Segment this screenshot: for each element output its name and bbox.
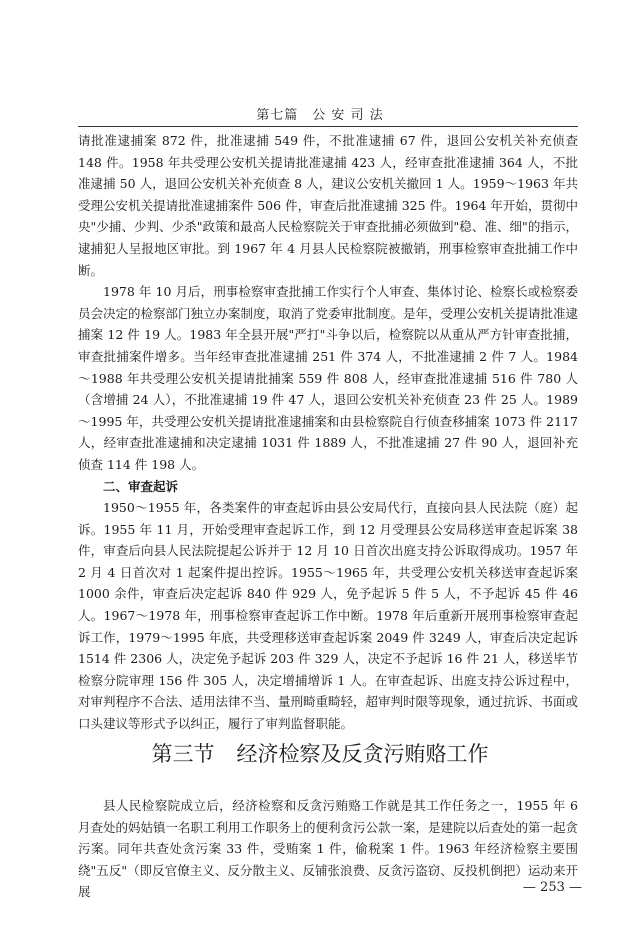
paragraph-continued: 请批准逮捕案 872 件，批准逮捕 549 件，不批准逮捕 67 件，退回公安机关补充侦查 148 件。1958 年共受理公安机关提请批准逮捕 423 人，经审查批准逮捕 364 人，不批准逮捕 50 人，退回公安机关补充侦查 8 人，建议公安机关撤回 1 人。1959～1963 年共受理公安机关提请批准逮捕案件 506 件，审查后批准逮捕 325 件。1964 年开始，贯彻中央"少捕、少判、少杀"政策和最高人民检察院关于审查批捕必须做到"稳、准、细"的指示，逮捕犯人呈报地区审批。到 1967 年 4 月县人民检察院被撤销，刑事检察审查批捕工作中断。 <box>78 133 578 278</box>
page-number: — 253 — <box>522 880 582 895</box>
paragraph-prosecution: 1950～1955 年，各类案件的审查起诉由县公安局代行，直接向县人民法院（庭）起诉。1955 年 11 月，开始受理审查起诉工作，到 12 月受理县公安局移送审查起诉案 38 件，审查后向县人民法院提起公诉并于 12 月 10 日首次出庭支持公诉取得成功。1957 年 2 月 4 日首次对 1 起案件提出控诉。1955～1965 年，共受理公安机关移送审查起诉案 1000 余件，审查后决定起诉 840 件 929 人，免予起诉 5 件 5 人，不予起诉 45 件 46 人。1967～1978 年，刑事检察审查起诉工作中断。1978 年后重新开展刑事检察审查起诉工作，1979～1995 年底，共受理移送审查起诉案 2049 件 3249 人，审查后决定起诉 1514 件 2306 人，决定免予起诉 203 件 329 人，决定不予起诉 16 件 21 人，移送毕节检察分院审理 156 件 305 人，决定增捕增诉 1 人。在审查起诉、出庭支持公诉过程中，对审判程序不合法、适用法律不当、量刑畸重畸轻，超审判时限等现象，通过抗诉、书面或口头建议等形式予以纠正，履行了审判监督职能。 <box>78 500 579 732</box>
paragraph-arrest-review: 1978 年 10 月后，刑事检察审查批捕工作实行个人审查、集体讨论、检察长或检察委员会决定的检察部门独立办案制度，取消了党委审批制度。是年，受理公安机关提请批准逮捕案 12 件 19 人。1983 年全县开展"严打"斗争以后，检察院以从重从严方针审查批捕，审查批捕案件增多。当年经审查批准逮捕 251 件 374 人，不批准逮捕 2 件 7 人。1984～1988 年共受理公安机关提请批捕案 559 件 808 人，经审查批准逮捕 516 件 780 人（含增捕 24 人），不批准逮捕 19 件 47 人，退回公安机关补充侦查 23 件 25 人。1989～1995 年，共受理公安机关提请批准逮捕案和由县检察院自行侦查移捕案 1073 件 2117 人，经审查批准逮捕和决定逮捕 1031 件 1889 人，不批准逮捕 27 件 90 人，退回补充侦查 114 件 198 人。 <box>78 284 579 472</box>
section-number: 第三节 <box>151 742 215 766</box>
section-heading <box>0 738 640 768</box>
header-rule <box>78 126 578 127</box>
main-text-block <box>78 130 578 735</box>
running-head: 第七篇 公 安 司 法 <box>256 108 384 123</box>
paragraph-economic: 县人民检察院成立后，经济检察和反贪污贿赂工作就是其工作任务之一，1955 年 6 月查处的妈姑镇一名职工利用工作职务上的便利贪污公款一案，是建院以后查处的第一起贪污案。同年共查处贪污案 33 件，受贿案 1 件，偷税案 1 件。1963 年经济检察主要围绕"五反"（即反官僚主义、反分散主义、反铺张浪费、反贪污盗窃、反投机倒把）运动来开展 <box>78 798 579 900</box>
section-title: 经济检察及反贪污贿赂工作 <box>236 742 489 766</box>
subheading-prosecution: 二、审查起诉 <box>103 478 179 494</box>
section-text-block <box>78 795 578 903</box>
